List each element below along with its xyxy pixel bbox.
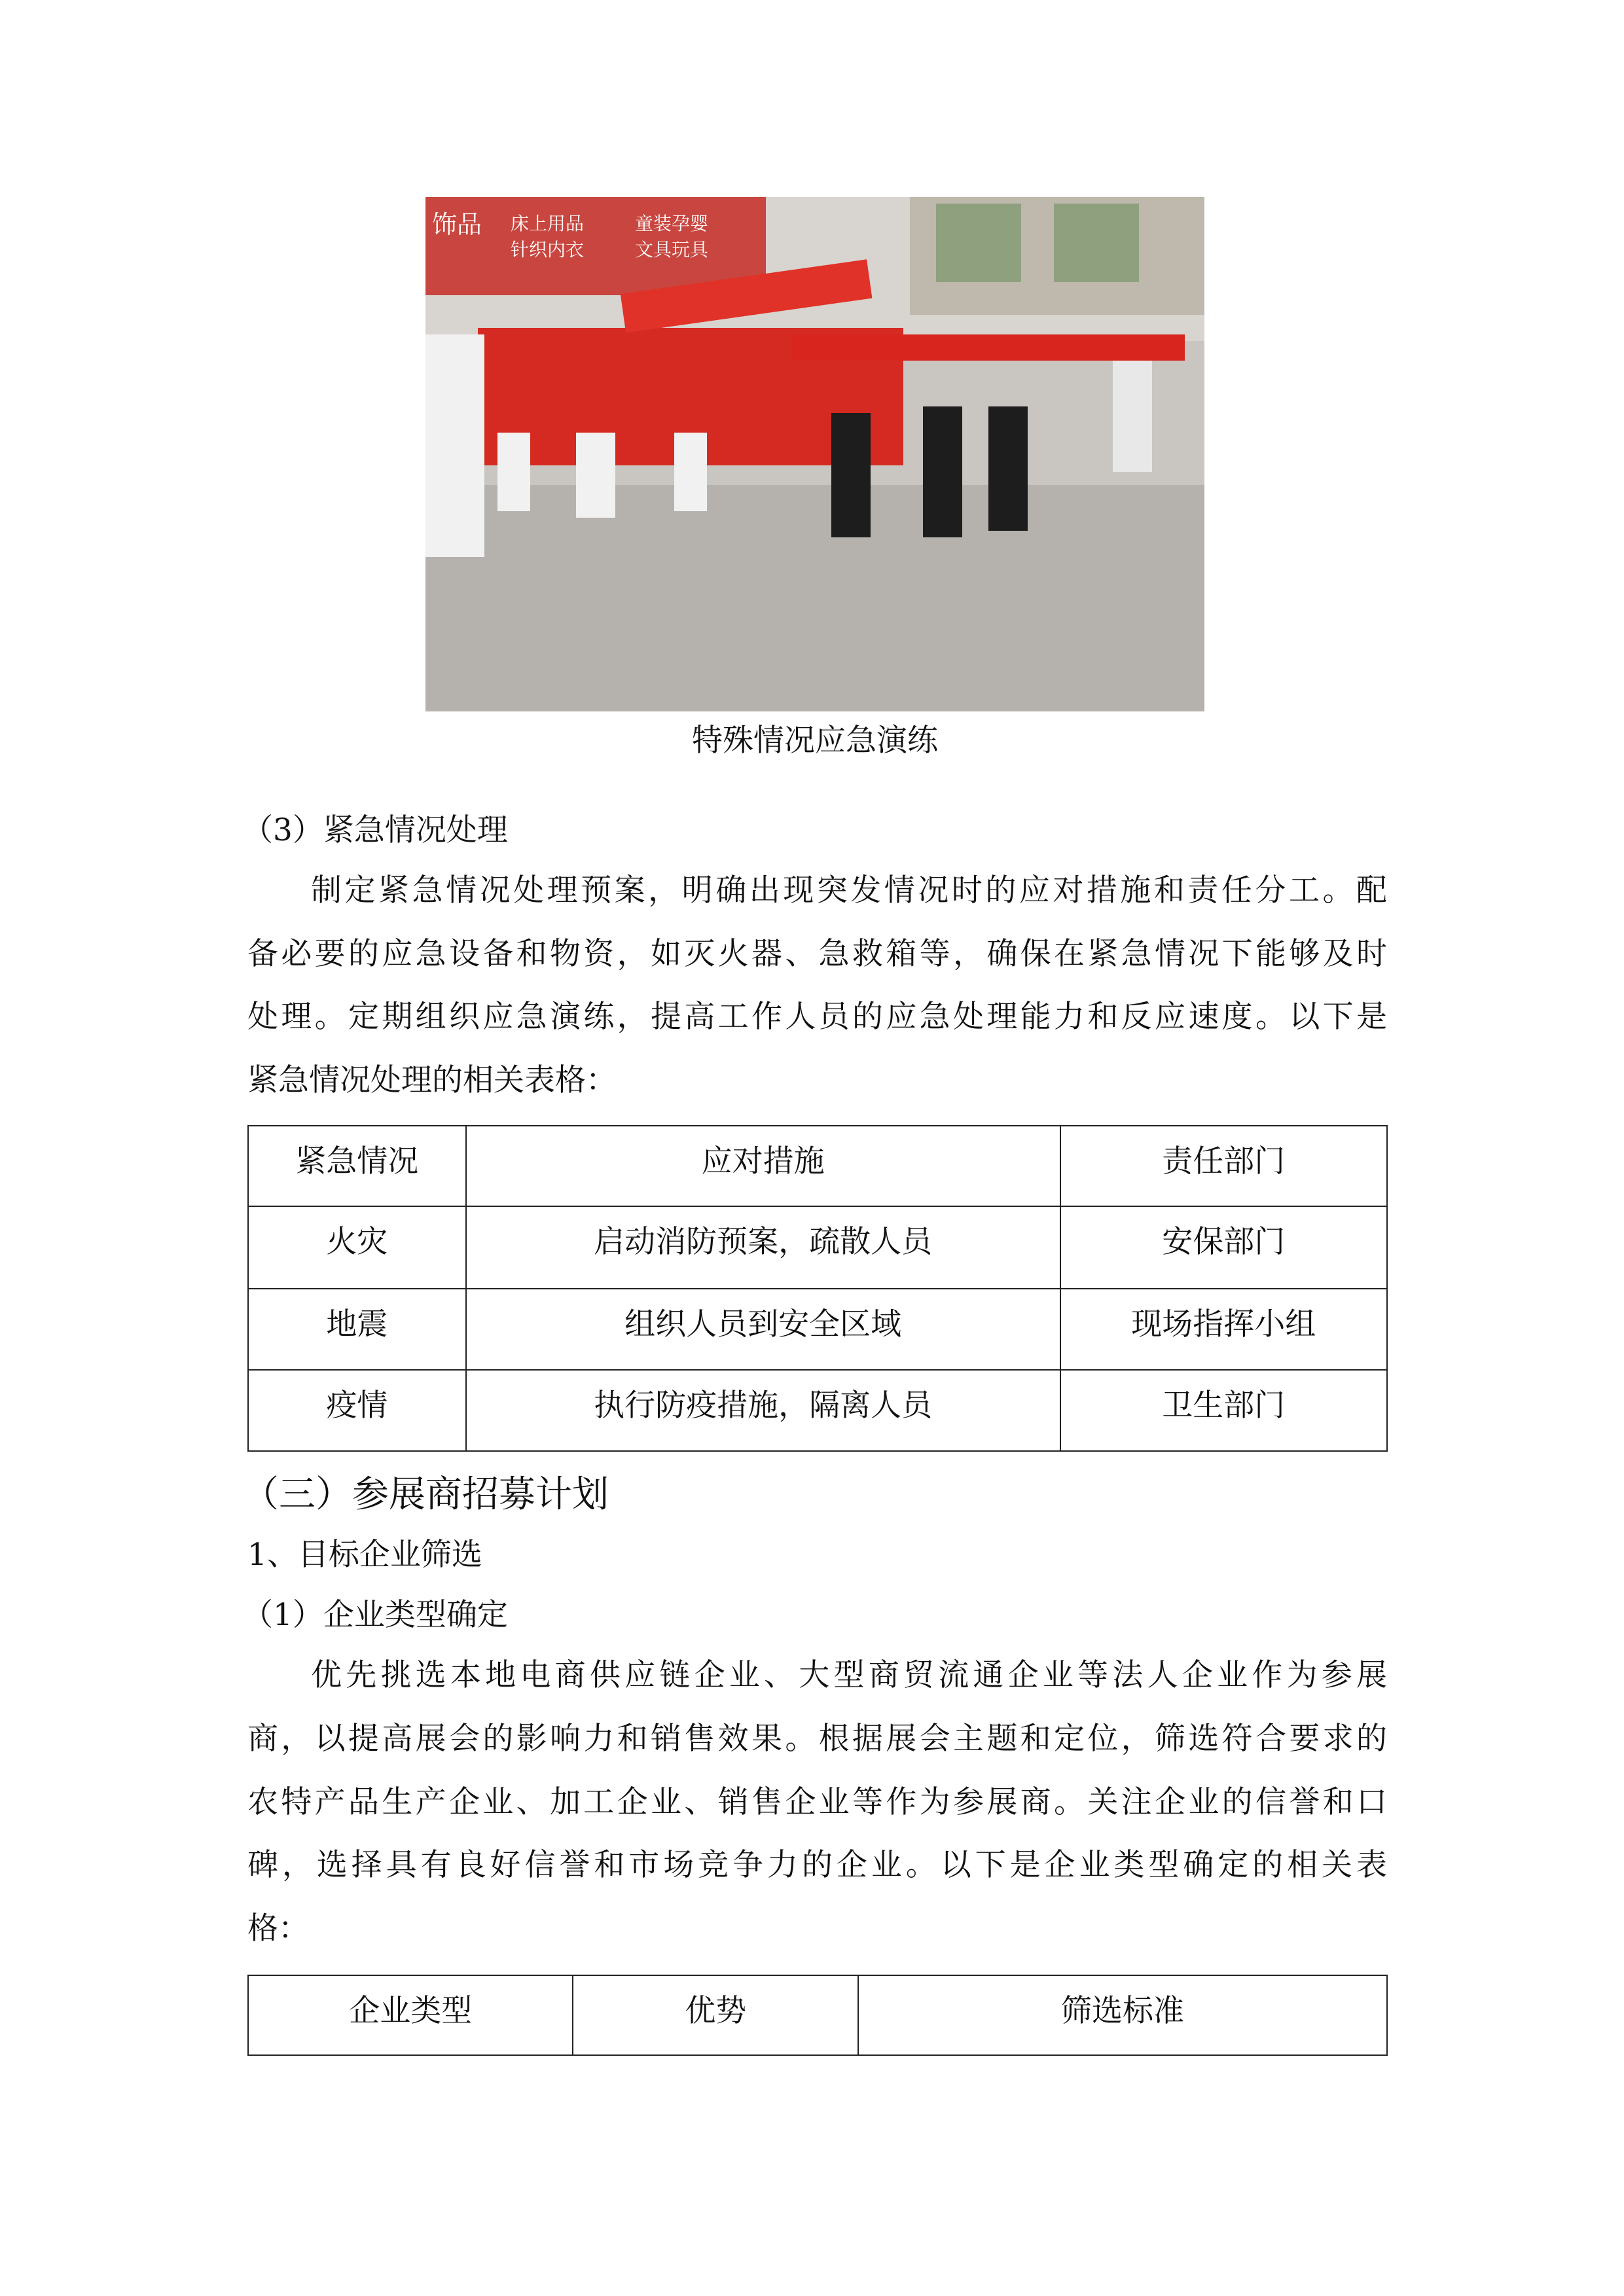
cell: 安保部门: [1060, 1206, 1387, 1289]
paragraph-line: 农特产品生产企业、加工企业、销售企业等作为参展商。关注企业的信誉和口: [247, 1784, 1387, 1820]
emergency-drill-photo: [425, 197, 1204, 711]
table-row: [248, 1370, 1387, 1451]
svg-text:童装孕婴: 童装孕婴: [635, 213, 709, 234]
paragraph-line: 优先挑选本地电商供应链企业、大型商贸流通企业等法人企业作为参展: [311, 1657, 1387, 1693]
cell: 卫生部门: [1060, 1370, 1387, 1451]
table-row: [248, 1206, 1387, 1289]
paragraph-line: 碑，选择具有良好信誉和市场竞争力的企业。以下是企业类型确定的相关表: [247, 1847, 1387, 1883]
cell: 火灾: [248, 1206, 466, 1289]
paragraph-line: 紧急情况处理的相关表格：: [247, 1062, 617, 1098]
section-heading: （3）紧急情况处理: [242, 812, 508, 848]
subsubheading: （1）企业类型确定: [242, 1597, 508, 1633]
svg-text:针织内衣: 针织内衣: [511, 239, 585, 260]
cell: 现场指挥小组: [1060, 1289, 1387, 1370]
section-heading: （三）参展商招募计划: [242, 1473, 609, 1516]
paragraph-line: 商，以提高展会的影响力和销售效果。根据展会主题和定位，筛选符合要求的: [247, 1721, 1387, 1757]
svg-text:床上用品: 床上用品: [511, 213, 585, 234]
cell: 地震: [248, 1289, 466, 1370]
table-header-row: [248, 1126, 1387, 1206]
paragraph-line: 制定紧急情况处理预案，明确出现突发情况时的应对措施和责任分工。配: [311, 872, 1387, 908]
header-cell: 紧急情况: [248, 1126, 466, 1206]
svg-text:文具玩具: 文具玩具: [635, 239, 709, 260]
table-row: [248, 1289, 1387, 1370]
paragraph-line: 备必要的应急设备和物资，如灭火器、急救箱等，确保在紧急情况下能够及时: [247, 936, 1387, 972]
emergency-table: [247, 1125, 1388, 1452]
header-cell: 筛选标准: [858, 1975, 1387, 2055]
header-cell: 应对措施: [466, 1126, 1060, 1206]
photo-caption: 特殊情况应急演练: [692, 723, 938, 759]
paragraph-line: 处理。定期组织应急演练，提高工作人员的应急处理能力和反应速度。以下是: [247, 999, 1387, 1035]
cell: 疫情: [248, 1370, 466, 1451]
paragraph-line: 格：: [247, 1910, 309, 1946]
cell: 组织人员到安全区域: [466, 1289, 1060, 1370]
cell: 启动消防预案，疏散人员: [466, 1206, 1060, 1289]
cell: 执行防疫措施，隔离人员: [466, 1370, 1060, 1451]
subheading: 1、目标企业筛选: [247, 1537, 482, 1573]
header-cell: 优势: [573, 1975, 858, 2055]
enterprise-type-table: [247, 1975, 1388, 2056]
header-cell: 企业类型: [248, 1975, 573, 2055]
sign-text: 饰品: [432, 210, 482, 239]
header-cell: 责任部门: [1060, 1126, 1387, 1206]
table-header-row: [248, 1975, 1387, 2055]
